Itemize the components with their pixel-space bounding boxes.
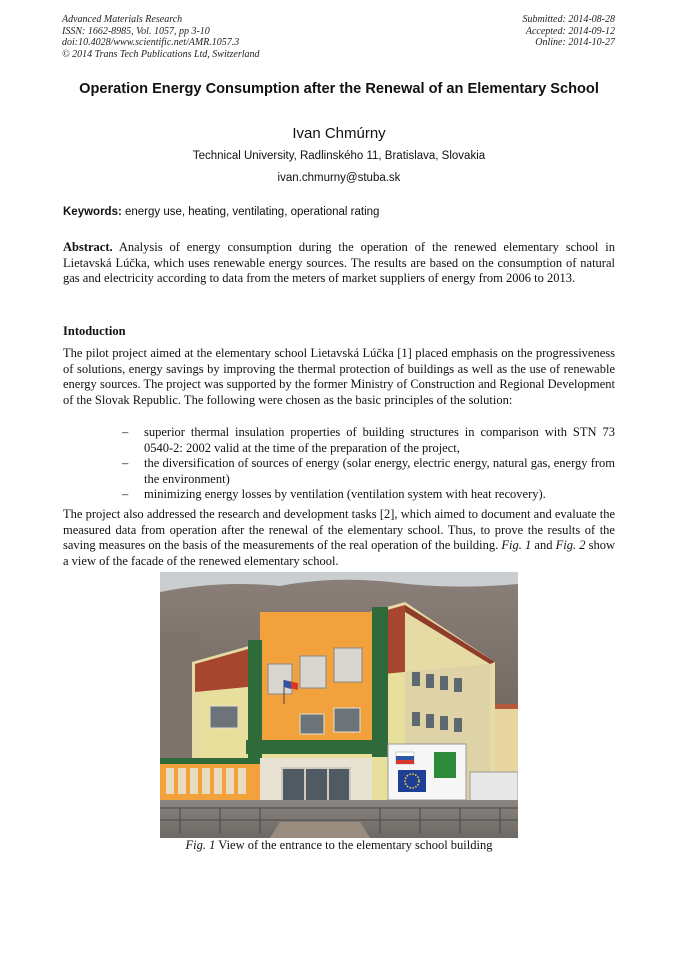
school-building-photo	[160, 572, 518, 838]
bullet-dash: –	[122, 487, 129, 502]
figure-caption	[60, 838, 618, 853]
section-heading-introduction: Intoduction	[63, 324, 126, 338]
journal-doi: doi:10.4028/www.scientific.net/AMR.1057.3	[62, 37, 240, 49]
author-name: Ivan Chmúrny	[292, 125, 386, 142]
date-header	[523, 14, 616, 49]
journal-issn: ISSN: 1662-8985, Vol. 1057, pp 3-10	[62, 25, 210, 37]
accepted-date: Accepted: 2014-09-12	[525, 25, 615, 37]
fig1-reference: Fig. 1	[501, 538, 532, 553]
keywords-label: Keywords:	[63, 206, 122, 218]
principles-list	[122, 425, 615, 503]
and-word: and	[534, 538, 553, 553]
fig2-reference: Fig. 2	[555, 538, 586, 553]
author-email: ivan.chmurny@stuba.sk	[277, 172, 401, 184]
list-item-text: the diversification of sources of energy (solar energy, electric energy, natural gas, energy from the environment)	[144, 456, 615, 486]
journal-name: Advanced Materials Research	[62, 14, 183, 25]
online-date: Online: 2014-10-27	[535, 37, 615, 49]
list-item	[122, 456, 615, 487]
building-illustration	[160, 572, 518, 838]
abstract	[63, 240, 615, 287]
list-item-text: minimizing energy losses by ventilation (ventilation system with heat recovery).	[144, 487, 546, 502]
journal-header	[62, 14, 260, 60]
submitted-date: Submitted: 2014-08-28	[522, 14, 615, 25]
paragraph-2-text: The project also addressed the research and development tasks [2], which aimed to document and evaluate the measured data from operation after the renewal of the elementary school. Thus, to prove the results of the saving measures on the basis of the measurements of the real operation of the building.	[63, 507, 615, 553]
list-item	[122, 425, 615, 456]
list-item-text: superior thermal insulation properties of building structures in comparison with STN 73 0540-2: 2002 valid at the time of the preparation of the project,	[144, 425, 615, 455]
abstract-label: Abstract.	[63, 240, 113, 254]
bullet-dash: –	[122, 425, 129, 439]
bullet-dash: –	[122, 456, 129, 471]
list-item	[122, 487, 615, 503]
intro-paragraph-1: The pilot project aimed at the elementary school Lietavská Lúčka [1] placed emphasis on the progressiveness of solutions, energy savings by improving the thermal protection of buildings as well as the use of renewable energy sources. The project was supported by the former Ministry of Construction and Regional Development of the Slovak Republic. The following were chosen as the basic principles of the solution:	[63, 346, 615, 407]
paper-title: Operation Energy Consumption after the Renewal of an Elementary School	[79, 81, 599, 97]
keywords	[63, 206, 615, 218]
figure-label: Fig. 1	[185, 838, 216, 852]
abstract-text: Analysis of energy consumption during the operation of the renewed elementary school in Lietavská Lúčka, which uses renewable energy sources. The results are based on the consumption of natural gas and electricity according to data from the meters of market suppliers of energy from 2006 to 2013.	[63, 240, 615, 286]
paragraph-2-tail: show a view of the facade of the renewed elementary school.	[63, 538, 616, 568]
figure-caption-text: View of the entrance to the elementary school building	[218, 838, 493, 852]
intro-paragraph-2	[63, 507, 615, 569]
keywords-text: energy use, heating, ventilating, operational rating	[125, 206, 380, 218]
author-affiliation: Technical University, Radlinského 11, Bratislava, Slovakia	[192, 150, 486, 162]
journal-copyright: © 2014 Trans Tech Publications Ltd, Switzerland	[62, 48, 260, 60]
